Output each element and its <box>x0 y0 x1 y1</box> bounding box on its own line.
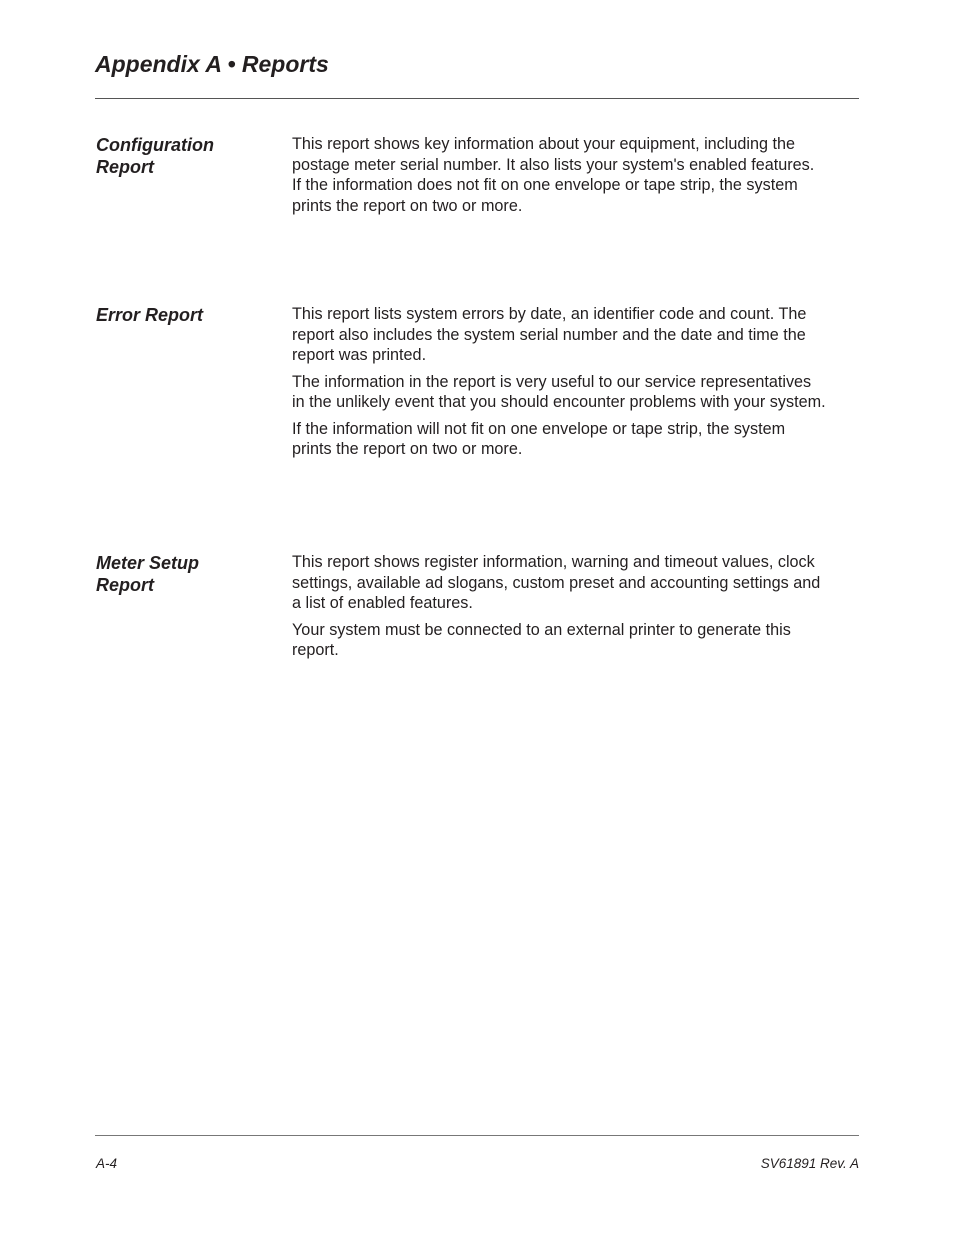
page-title: Appendix A • Reports <box>95 51 329 77</box>
text-line: This report shows key information about your equipment, including the <box>292 135 795 153</box>
paragraph <box>292 304 862 366</box>
paragraph <box>292 419 862 460</box>
section-title-line: Meter Setup <box>96 553 200 573</box>
footer-divider <box>95 1135 859 1136</box>
text-line: in the unlikely event that you should encounter problems with your system. <box>292 393 826 412</box>
text-line: postage meter serial number. It also lists your system's enabled features. <box>292 155 815 174</box>
section-title-line: Error Report <box>96 305 204 325</box>
paragraph <box>292 134 862 217</box>
footer-doc-id: SV61891 Rev. A <box>760 1156 859 1171</box>
paragraph <box>292 620 862 661</box>
text-line: a list of enabled features. <box>292 594 473 613</box>
paragraph <box>292 372 862 413</box>
text-line: This report shows register information, warning and timeout values, clock <box>292 553 815 571</box>
text-line: report was printed. <box>292 346 427 365</box>
section-title-line: Report <box>96 575 154 595</box>
text-line: prints the report on two or more. <box>292 197 523 216</box>
text-line: This report lists system errors by date, an identifier code and count. The <box>292 305 807 323</box>
page-header <box>95 49 859 79</box>
text-line: If the information will not fit on one envelope or tape strip, the system <box>292 419 786 438</box>
paragraph <box>292 552 862 614</box>
text-line: If the information does not fit on one envelope or tape strip, the system <box>292 176 798 195</box>
section-title <box>96 134 276 178</box>
section-title <box>96 552 276 596</box>
section-title <box>96 304 276 326</box>
section-body <box>292 552 862 667</box>
section-title-line: Configuration <box>96 135 214 155</box>
text-line: The information in the report is very useful to our service representatives <box>292 372 812 391</box>
section-body <box>292 304 862 465</box>
section-title-line: Report <box>96 157 154 177</box>
text-line: settings, available ad slogans, custom preset and accounting settings and <box>292 573 821 592</box>
text-line: prints the report on two or more. <box>292 440 523 459</box>
header-divider <box>95 98 859 99</box>
section-body <box>292 134 862 222</box>
text-line: report. <box>292 641 339 660</box>
text-line: Your system must be connected to an external printer to generate this <box>292 620 791 639</box>
text-line: report also includes the system serial number and the date and time the <box>292 325 806 344</box>
footer-page-number: A-4 <box>96 1156 118 1171</box>
